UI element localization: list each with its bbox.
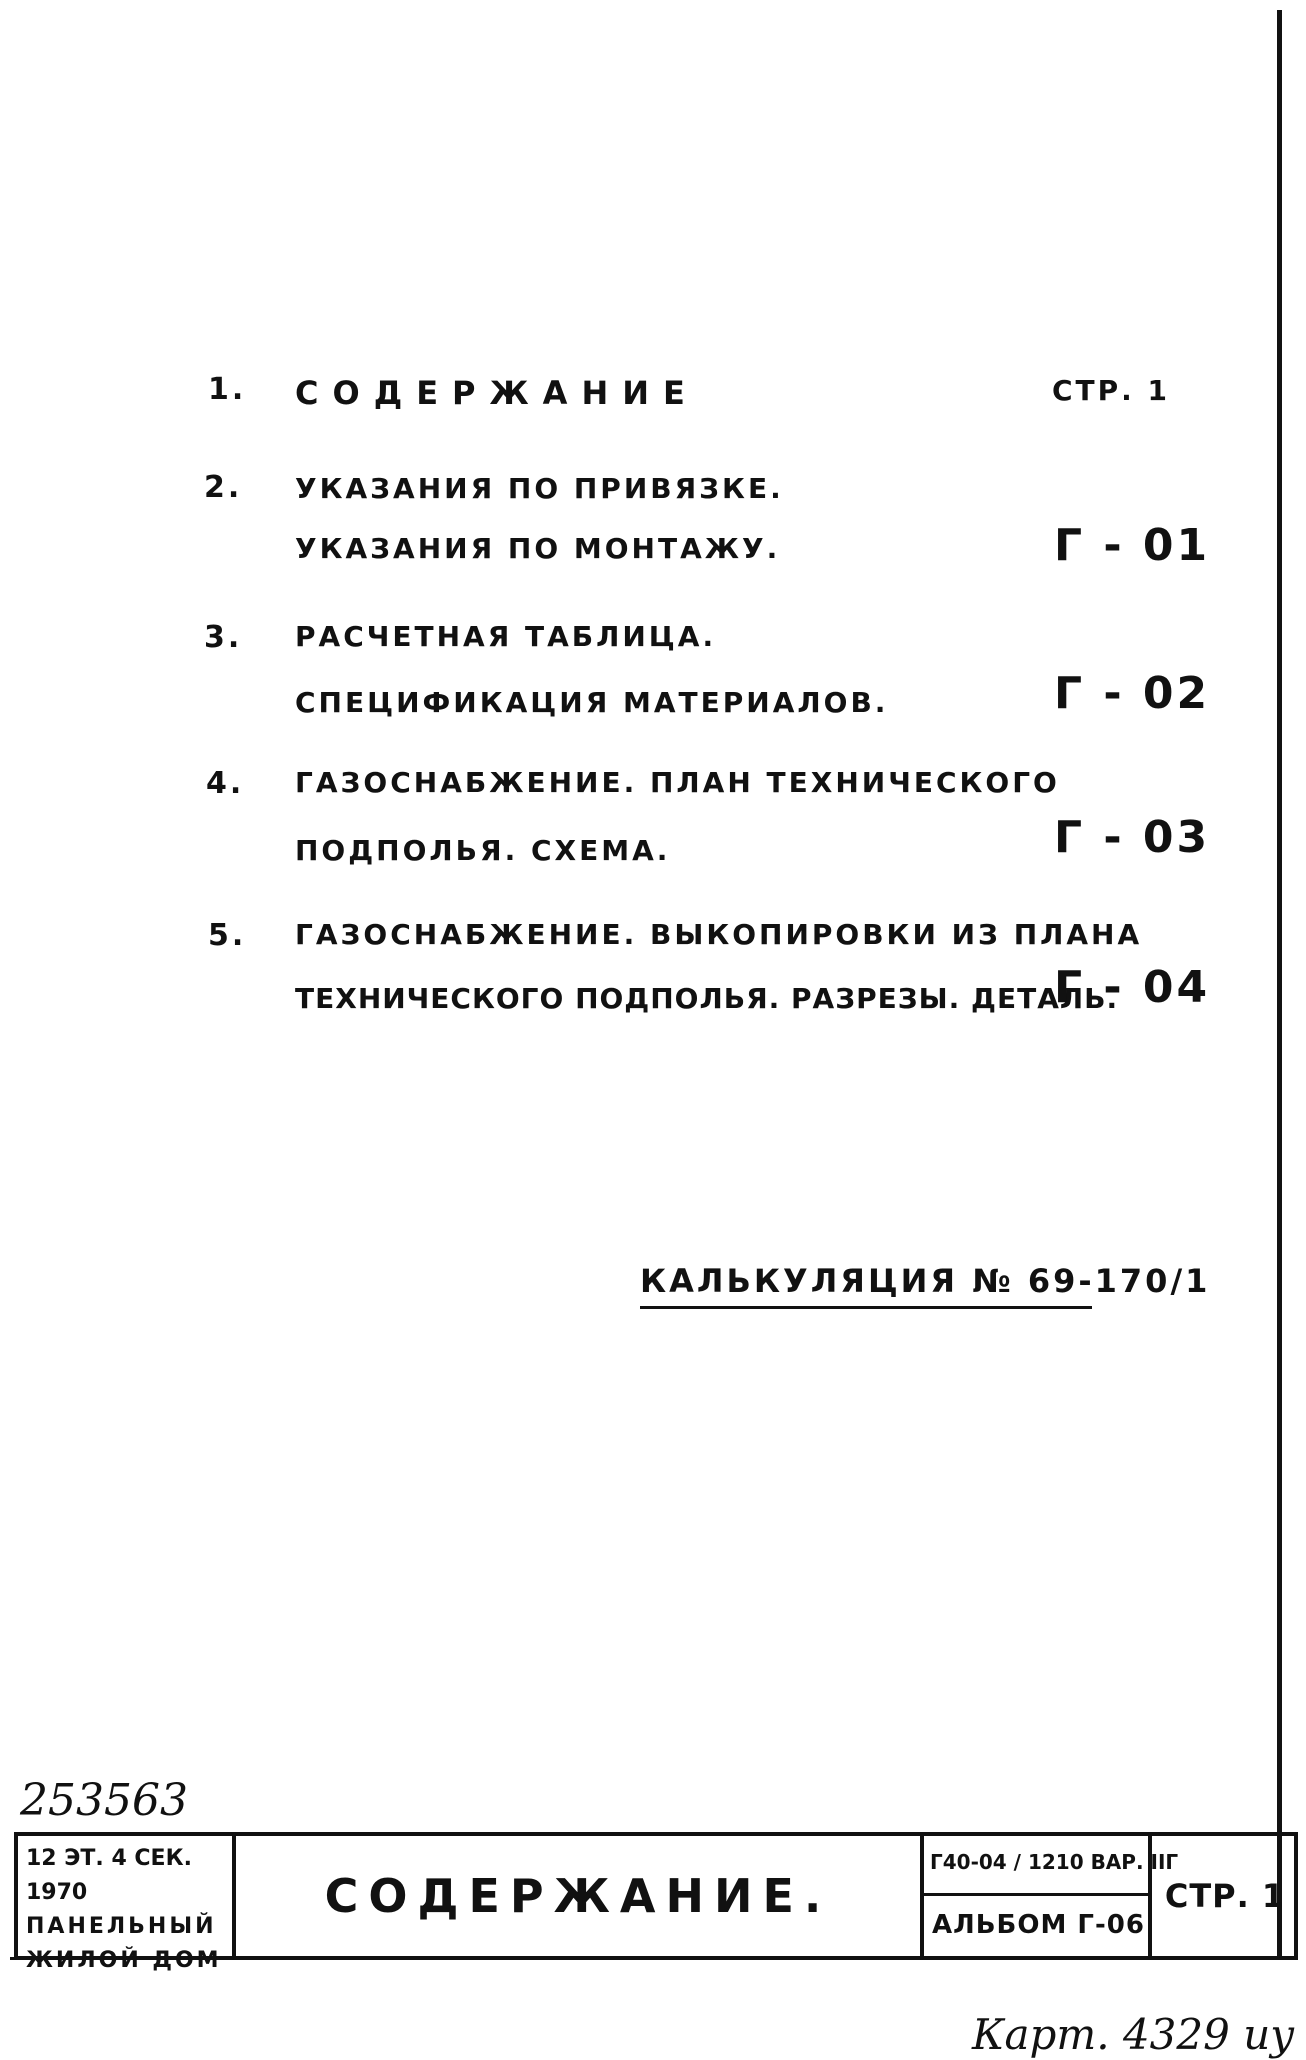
toc-item-4-line-2: ПОДПОЛЬЯ. СХЕМА. [295,834,671,867]
toc-number-2: 2. [204,470,243,505]
stamp-page: СТР. 1 [1164,1877,1286,1915]
archive-number: 253563 [20,1775,188,1826]
stamp-title: СОДЕРЖАНИЕ. [236,1836,924,1956]
stamp-project-line-3: ЖИЛОЙ ДОМ [26,1948,222,1973]
stamp-project-cell [18,1836,236,1973]
toc-item-3-line-2: СПЕЦИФИКАЦИЯ МАТЕРИАЛОВ. [295,686,889,719]
toc-code-2: Г - 01 [1054,520,1211,571]
stamp-album: АЛЬБОМ Г-06 [924,1896,1152,1956]
card-note: Карт. 4329 иу [972,2010,1295,2059]
toc-number-1: 1. [208,372,247,407]
toc-number-4: 4. [206,766,245,801]
toc-item-3-line-1: РАСЧЕТНАЯ ТАБЛИЦА. [295,620,717,653]
toc-code-3: Г - 02 [1054,668,1211,719]
toc-item-5-line-2: ТЕХНИЧЕСКОГО ПОДПОЛЬЯ. РАЗРЕЗЫ. ДЕТАЛЬ. [295,982,1119,1015]
toc-number-3: 3. [204,620,243,655]
stamp-project-line-2: ПАНЕЛЬНЫЙ [26,1914,217,1939]
calculation-reference: КАЛЬКУЛЯЦИЯ № 69-170/1 [640,1262,1092,1309]
toc-item-1-line-1: СОДЕРЖАНИЕ [295,374,699,412]
toc-item-2-line-2: УКАЗАНИЯ ПО МОНТАЖУ. [295,532,781,565]
stamp-project-line-1: 12 ЭТ. 4 СЕК. 1970 [26,1846,192,1905]
toc-code-1: СТР. 1 [1052,374,1171,407]
toc-item-2-line-1: УКАЗАНИЯ ПО ПРИВЯЗКЕ. [295,472,784,505]
toc-code-5: Г - 04 [1054,962,1211,1013]
title-block [14,1832,1298,1973]
toc-number-5: 5. [208,918,247,953]
toc-code-4: Г - 03 [1054,812,1211,863]
toc-item-4-line-1: ГАЗОСНАБЖЕНИЕ. ПЛАН ТЕХНИЧЕСКОГО [295,766,1060,799]
toc-item-5-line-1: ГАЗОСНАБЖЕНИЕ. ВЫКОПИРОВКИ ИЗ ПЛАНА [295,918,1143,951]
stamp-series: Г40-04 / 1210 ВАР. IIГ [924,1836,1152,1896]
